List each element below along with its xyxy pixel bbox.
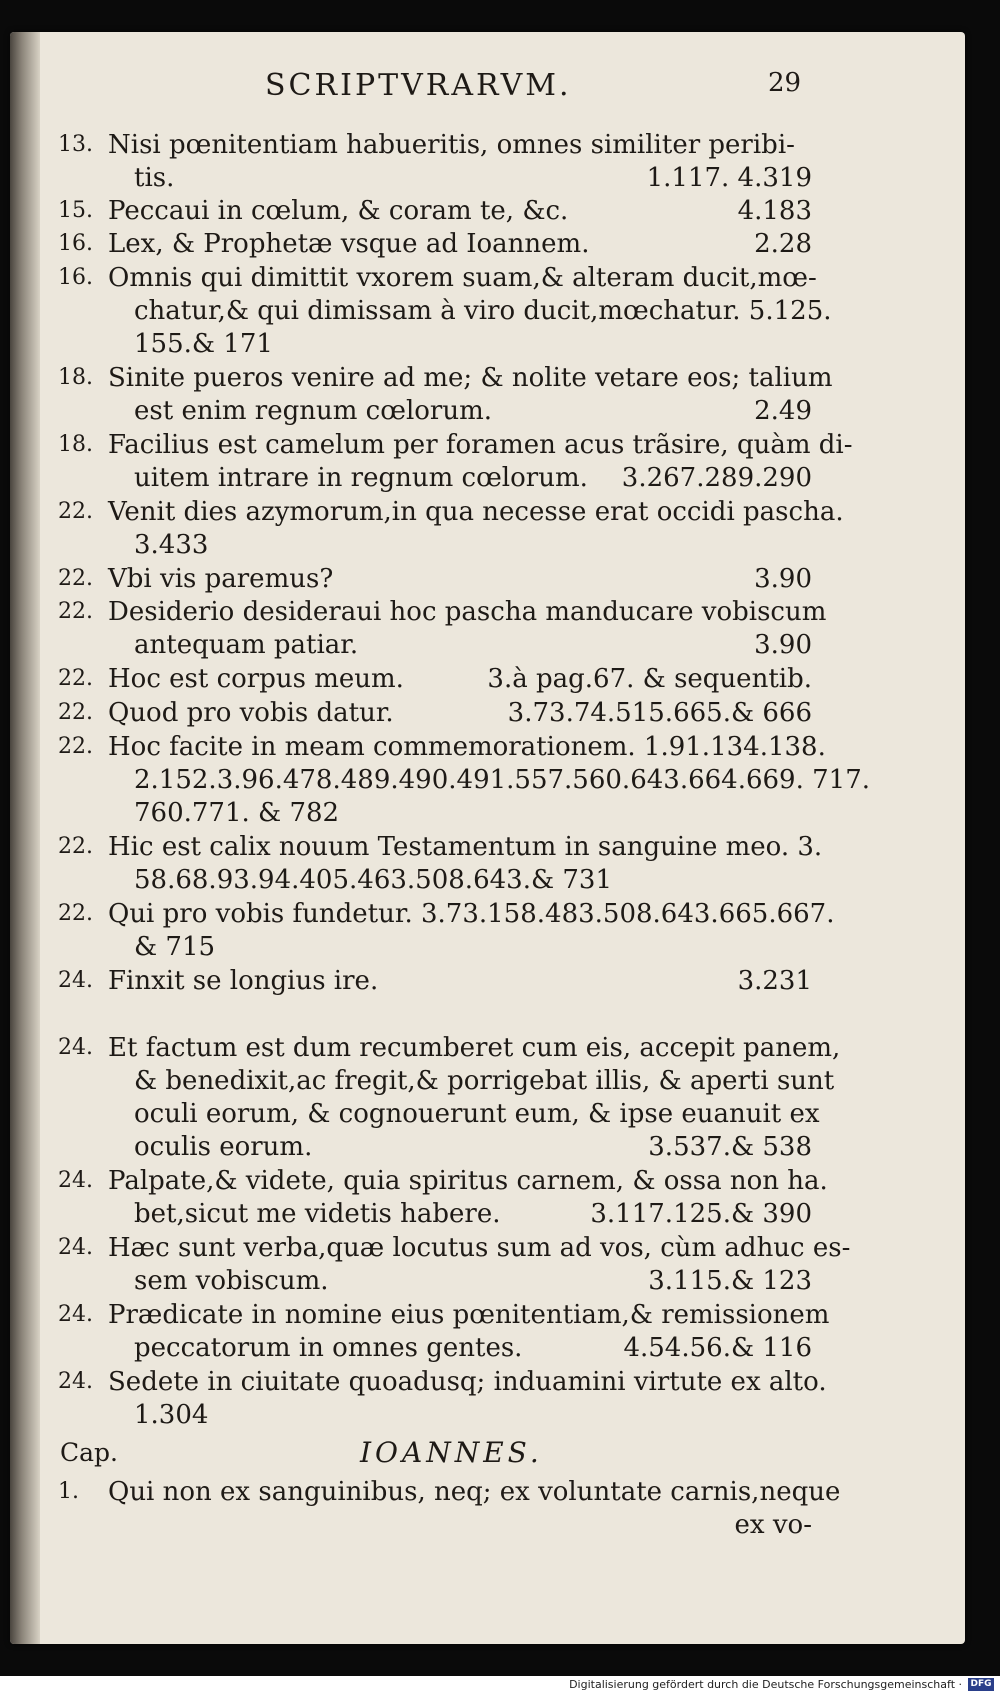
entry-text: 155.& 171	[134, 329, 273, 359]
verse-number: 24.	[58, 968, 93, 993]
entry-text: sem vobiscum.	[134, 1266, 329, 1296]
entry-text: 2.152.3.96.478.489.490.491.557.560.643.664.669. 717.	[134, 765, 871, 795]
entry-text: Desiderio desideraui hoc pascha manducare vobiscum	[108, 597, 827, 627]
entry-text: 760.771. & 782	[134, 798, 340, 828]
entry-text: Venit dies azymorum,in qua necesse erat occidi pascha.	[108, 497, 844, 527]
entry-reference: 2.28	[754, 229, 812, 259]
verse-number: 18.	[58, 365, 93, 390]
entry-text: Hic est calix nouum Testamentum in sanguine meo. 3.	[108, 832, 823, 862]
funding-note: Digitalisierung gefördert durch die Deutsche Forschungsgemeinschaft ·	[569, 1678, 962, 1691]
entry-text: Hoc facite in meam commemorationem. 1.91.134.138.	[108, 732, 826, 762]
page-number: 29	[768, 68, 802, 98]
entry-text: Sedete in ciuitate quoadusq; induamini virtute ex alto.	[108, 1367, 827, 1397]
verse-number: 24.	[58, 1369, 93, 1394]
entry-reference: 3.267.289.290	[621, 463, 812, 493]
footer-bar	[0, 1676, 1000, 1694]
verse-number: 22.	[58, 666, 93, 691]
book-page	[10, 32, 965, 1644]
verse-number: 16.	[58, 231, 93, 256]
entry-text: 58.68.93.94.405.463.508.643.& 731	[134, 865, 612, 895]
verse-number: 15.	[58, 198, 93, 223]
verse-number: 16.	[58, 265, 93, 290]
entry-text: Qui non ex sanguinibus, neq; ex voluntate carnis,neque	[108, 1477, 841, 1507]
verse-number: 18.	[58, 432, 93, 457]
verse-number: 1.	[58, 1479, 79, 1504]
entry-reference: 3.à pag.67. & sequentib.	[487, 664, 812, 694]
entry-text: antequam patiar.	[134, 630, 359, 660]
entry-text: Palpate,& videte, quia spiritus carnem, & ossa non ha.	[108, 1166, 828, 1196]
entry-reference: 3.90	[754, 564, 812, 594]
verse-number: 22.	[58, 901, 93, 926]
entry-text: est enim regnum cœlorum.	[134, 396, 493, 426]
entry-text: Qui pro vobis fundetur. 3.73.158.483.508.643.665.667.	[108, 899, 835, 929]
entry-text: uitem intrare in regnum cœlorum.	[134, 463, 588, 493]
entry-text: Et factum est dum recumberet cum eis, accepit panem,	[108, 1033, 841, 1063]
entry-text: & 715	[134, 932, 216, 962]
entry-text: Omnis qui dimittit vxorem suam,& alteram ducit,mœ-	[108, 263, 817, 293]
catchword: ex vo-	[734, 1510, 812, 1540]
entry-text: oculi eorum, & cognouerunt eum, & ipse euanuit ex	[134, 1099, 820, 1129]
running-header: SCRIPTVRARVM.	[265, 68, 572, 103]
entry-text: Hoc est corpus meum.	[108, 664, 404, 694]
dfg-logo: DFG	[968, 1678, 994, 1691]
entry-text: Facilius est camelum per foramen acus trãsire, quàm di-	[108, 430, 853, 460]
entry-text: chatur,& qui dimissam à viro ducit,mœchatur. 5.125.	[134, 296, 832, 326]
entry-text: peccatorum in omnes gentes.	[134, 1333, 523, 1363]
verse-number: 13.	[58, 132, 93, 157]
verse-number: 24.	[58, 1302, 93, 1327]
entry-text: Nisi pœnitentiam habueritis, omnes similiter peribi-	[108, 130, 795, 160]
verse-number: 24.	[58, 1235, 93, 1260]
entry-reference: 1.117. 4.319	[646, 163, 812, 193]
entry-text: Prædicate in nomine eius pœnitentiam,& remissionem	[108, 1300, 830, 1330]
entry-text: Lex, & Prophetæ vsque ad Ioannem.	[108, 229, 590, 259]
entry-reference: 3.73.74.515.665.& 666	[507, 698, 812, 728]
entry-text: Quod pro vobis datur.	[108, 698, 394, 728]
entry-text: Peccaui in cœlum, & coram te, &c.	[108, 196, 569, 226]
entry-reference: 3.115.& 123	[648, 1266, 812, 1296]
verse-number: 22.	[58, 734, 93, 759]
entry-reference: 3.90	[754, 630, 812, 660]
entry-text: Hæc sunt verba,quæ locutus sum ad vos, cùm adhuc es-	[108, 1233, 851, 1263]
verse-number: 22.	[58, 834, 93, 859]
entry-text: bet,sicut me videtis habere.	[134, 1199, 501, 1229]
verse-number: 22.	[58, 499, 93, 524]
entry-text: 1.304	[134, 1400, 209, 1430]
entry-reference: 3.117.125.& 390	[590, 1199, 812, 1229]
entry-text: Vbi vis paremus?	[108, 564, 334, 594]
verse-number: 24.	[58, 1035, 93, 1060]
entry-text: tis.	[134, 163, 175, 193]
chapter-label: Cap.	[60, 1438, 118, 1467]
entry-text: 3.433	[134, 530, 209, 560]
entry-text: & benedixit,ac fregit,& porrigebat illis, & aperti sunt	[134, 1066, 835, 1096]
section-title: IOANNES.	[360, 1436, 543, 1469]
entry-reference: 4.183	[737, 196, 812, 226]
page-text	[10, 32, 965, 1644]
verse-number: 22.	[58, 566, 93, 591]
entry-reference: 3.231	[737, 966, 812, 996]
entry-text: Sinite pueros venire ad me; & nolite vetare eos; talium	[108, 363, 833, 393]
entry-text: Finxit se longius ire.	[108, 966, 379, 996]
verse-number: 24.	[58, 1168, 93, 1193]
verse-number: 22.	[58, 700, 93, 725]
entry-reference: 4.54.56.& 116	[623, 1333, 812, 1363]
entry-text: oculis eorum.	[134, 1132, 313, 1162]
entry-reference: 2.49	[754, 396, 812, 426]
verse-number: 22.	[58, 599, 93, 624]
entry-reference: 3.537.& 538	[648, 1132, 812, 1162]
